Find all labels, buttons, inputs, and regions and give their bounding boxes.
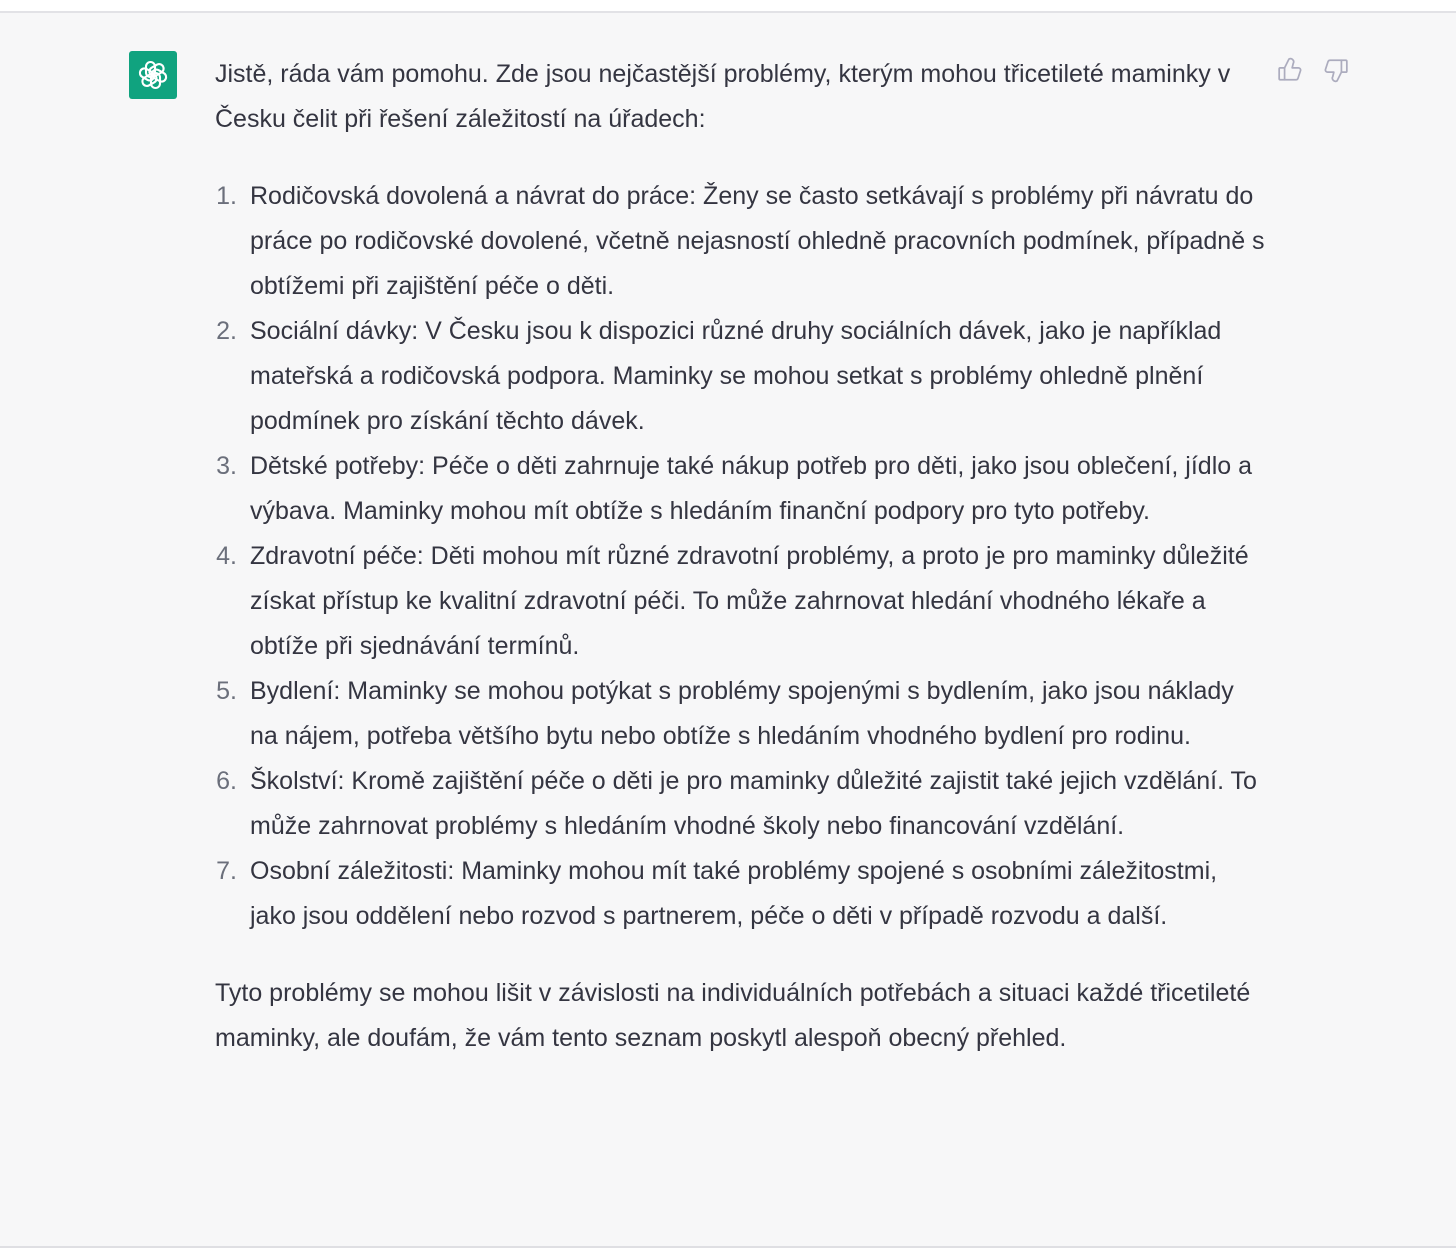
thumbs-down-icon <box>1323 57 1349 83</box>
list-item-number: 7. <box>216 857 237 885</box>
message-outro: Tyto problémy se mohou lišit v závislosti na individuálních potřebách a situaci každé třicetileté maminky, ale doufám, že vám tento seznam poskytl alespoň obecný přehled. <box>215 979 1251 1052</box>
list-item-text: Rodičovská dovolená a návrat do práce: Ženy se často setkávají s problémy při návratu do práce po rodičovské dovolené, včetně nejasností ohledně pracovních podmínek, případně s obtížemi při zajištění péče o děti. <box>250 182 1265 300</box>
list-item <box>215 759 1265 849</box>
thumbs-up-button[interactable] <box>1276 56 1304 84</box>
list-item <box>215 444 1265 534</box>
message-intro: Jistě, ráda vám pomohu. Zde jsou nejčastější problémy, kterým mohou třicetileté maminky v Česku čelit při řešení záležitostí na úřadech: <box>215 60 1231 133</box>
list-item-number: 2. <box>216 317 237 345</box>
list-item <box>215 174 1265 309</box>
list-item-number: 3. <box>216 452 237 480</box>
list-item-number: 6. <box>216 767 237 795</box>
assistant-message <box>215 52 1265 1061</box>
problem-list <box>215 174 1265 939</box>
top-divider <box>0 0 1456 13</box>
thumbs-down-button[interactable] <box>1322 56 1350 84</box>
openai-logo-icon <box>135 57 171 93</box>
list-item <box>215 534 1265 669</box>
list-item-number: 4. <box>216 542 237 570</box>
list-item-text: Osobní záležitosti: Maminky mohou mít také problémy spojené s osobními záležitostmi, jako jsou oddělení nebo rozvod s partnerem, péče o děti v případě rozvodu a další. <box>250 857 1218 930</box>
assistant-avatar <box>129 51 177 99</box>
list-item <box>215 849 1265 939</box>
list-item-text: Školství: Kromě zajištění péče o děti je pro maminky důležité zajistit také jejich vzdělání. To může zahrnovat problémy s hledáním vhodné školy nebo financování vzdělání. <box>250 767 1257 840</box>
list-item-number: 1. <box>216 182 237 210</box>
thumbs-up-icon <box>1277 57 1303 83</box>
list-item-text: Dětské potřeby: Péče o děti zahrnuje také nákup potřeb pro děti, jako jsou oblečení, jídlo a výbava. Maminky mohou mít obtíže s hledáním finanční podpory pro tyto potřeby. <box>250 452 1253 525</box>
list-item <box>215 309 1265 444</box>
list-item <box>215 669 1265 759</box>
list-item-text: Zdravotní péče: Děti mohou mít různé zdravotní problémy, a proto je pro maminky důležité získat přístup ke kvalitní zdravotní péči. To může zahrnovat hledání vhodného lékaře a obtíže při sjednávání termínů. <box>250 542 1249 660</box>
list-item-text: Bydlení: Maminky se mohou potýkat s problémy spojenými s bydlením, jako jsou náklady na nájem, potřeba většího bytu nebo obtíže s hledáním vhodného bydlení pro rodinu. <box>250 677 1234 750</box>
list-item-text: Sociální dávky: V Česku jsou k dispozici různé druhy sociálních dávek, jako je například mateřská a rodičovská podpora. Maminky se mohou setkat s problémy ohledně plnění podmínek pro získání těchto dávek. <box>250 317 1222 435</box>
list-item-number: 5. <box>216 677 237 705</box>
